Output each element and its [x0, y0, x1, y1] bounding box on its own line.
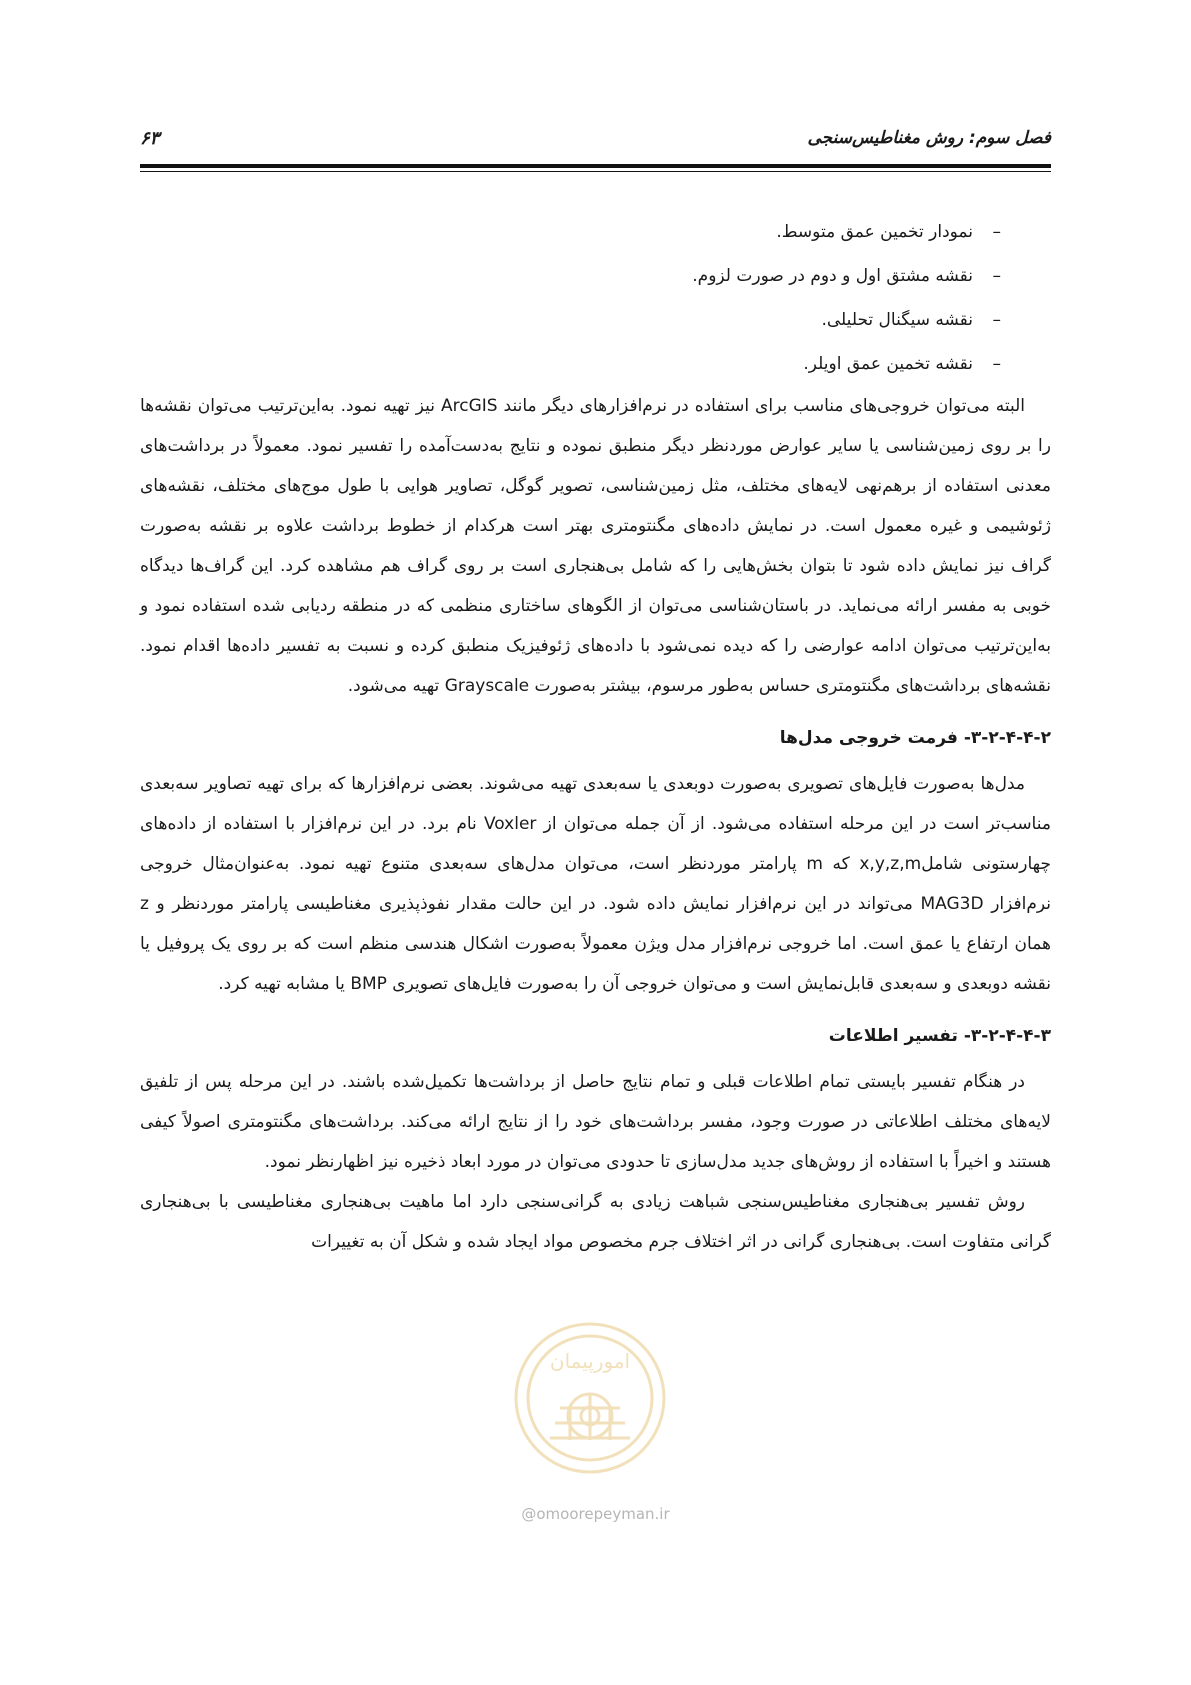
bullet-dash: –	[992, 222, 1001, 242]
page-header	[140, 128, 1051, 162]
header-rule-thick	[140, 164, 1051, 168]
bullet-dash: –	[992, 354, 1001, 374]
paragraph: مدل‌ها به‌صورت فایل‌های تصویری به‌صورت دوبعدی یا سه‌بعدی تهیه می‌شوند. بعضی نرم‌افزارها که برای تهیه تصاویر سه‌بعدی مناسب‌تر است در این مرحله استفاده می‌شود. از آن جمله می‌توان از Voxler نام برد. در این نرم‌افزار با استفاده از داده‌های چهارستونی شاملx,y,z,m که m پارامتر موردنظر است، می‌توان مدل‌های سه‌بعدی متنوع تهیه نمود. به‌عنوان‌مثال خروجی نرم‌افزار MAG3D می‌تواند در این نرم‌افزار نمایش داده شود. در این حالت مقدار نفوذپذیری مغناطیسی پارامتر موردنظر و z همان ارتفاع یا عمق است. اما خروجی نرم‌افزار مدل ویژن معمولاً به‌صورت اشکال هندسی منظم است که بر روی یک پروفیل یا نقشه دوبعدی و سه‌بعدی قابل‌نمایش است و می‌توان خروجی آن را به‌صورت فایل‌های تصویری BMP یا مشابه تهیه کرد.	[140, 774, 1052, 994]
list-item-text: نقشه تخمین عمق اویلر.	[803, 354, 973, 374]
list-item-text: نقشه مشتق اول و دوم در صورت لزوم.	[692, 266, 973, 286]
paragraph: روش تفسیر بی‌هنجاری مغناطیس‌سنجی شباهت زیادی به گرانی‌سنجی دارد اما ماهیت بی‌هنجاری مغناطیسی با بی‌هنجاری گرانی متفاوت است. بی‌هنجاری گرانی در اثر اختلاف جرم مخصوص مواد ایجاد شده و شکل آن به تغییرات	[140, 1192, 1051, 1252]
paragraph: در هنگام تفسیر بایستی تمام اطلاعات قبلی و تمام نتایج حاصل از برداشت‌ها تکمیل‌شده باشند. در این مرحله پس از تلفیق لایه‌های مختلف اطلاعاتی در صورت وجود، مفسر برداشت‌های خود را از نتایج ارائه می‌کند. برداشت‌های مگنتومتری اصولاً کیفی هستند و اخیراً با استفاده از روش‌های جدید مدل‌سازی تا حدودی می‌توان در مورد ابعاد ذخیره نیز اظهارنظر نمود.	[140, 1072, 1051, 1172]
chapter-title: فصل سوم: روش مغناطیس‌سنجی	[807, 128, 1051, 148]
page-number: ۶۳	[140, 128, 160, 149]
bullet-list	[140, 210, 1051, 386]
watermark-logo-text: امورپیمان	[549, 1349, 631, 1373]
bullet-dash: –	[992, 310, 1001, 330]
body-content	[140, 210, 1051, 1262]
section-heading: ۳-۲-۴-۴-۳- تفسیر اطلاعات	[828, 1026, 1051, 1046]
watermark-logo-icon	[510, 1318, 670, 1478]
section-heading: ۳-۲-۴-۴-۲- فرمت خروجی مدل‌ها	[779, 728, 1051, 748]
list-item-text: نمودار تخمین عمق متوسط.	[776, 222, 973, 242]
paragraph: البته می‌توان خروجی‌های مناسب برای استفاده در نرم‌افزارهای دیگر مانند ArcGIS نیز تهیه نمود. به‌این‌ترتیب می‌توان نقشه‌ها را بر روی زمین‌شناسی یا سایر عوارض موردنظر دیگر منطبق نموده و نتایج به‌دست‌آمده را تفسیر نمود. معمولاً در برداشت‌های معدنی استفاده از برهم‌نهی لایه‌های مختلف، مثل زمین‌شناسی، تصویر گوگل، تصاویر هوایی با طول موج‌های مختلف، نقشه‌های ژئوشیمی و غیره معمول است. در نمایش داده‌های مگنتومتری بهتر است هرکدام از خطوط برداشت علاوه بر نقشه به‌صورت گراف نیز نمایش داده شود تا بتوان بخش‌هایی را که شامل بی‌هنجاری است بر روی گراف هم مشاهده کرد. این گراف‌ها دیدگاه خوبی به مفسر ارائه می‌نماید. در باستان‌شناسی می‌توان از الگوهای ساختاری منظمی که در منطقه ردیابی شده استفاده نمود و به‌این‌ترتیب می‌توان ادامه عوارضی را که دیده نمی‌شود با داده‌های ژئوفیزیک منطبق کرده و نسبت به تفسیر داده‌ها اقدام نمود. نقشه‌های برداشت‌های مگنتومتری حساس به‌طور مرسوم، بیشتر به‌صورت Grayscale تهیه می‌شود.	[140, 396, 1051, 696]
list-item-text: نقشه سیگنال تحلیلی.	[821, 310, 973, 330]
list-item	[140, 298, 1001, 342]
list-item	[140, 210, 1001, 254]
bullet-dash: –	[992, 266, 1001, 286]
list-item	[140, 342, 1001, 386]
header-rule-thin	[140, 171, 1051, 172]
watermark-url: @omoorepeyman.ir	[521, 1505, 670, 1523]
list-item	[140, 254, 1001, 298]
